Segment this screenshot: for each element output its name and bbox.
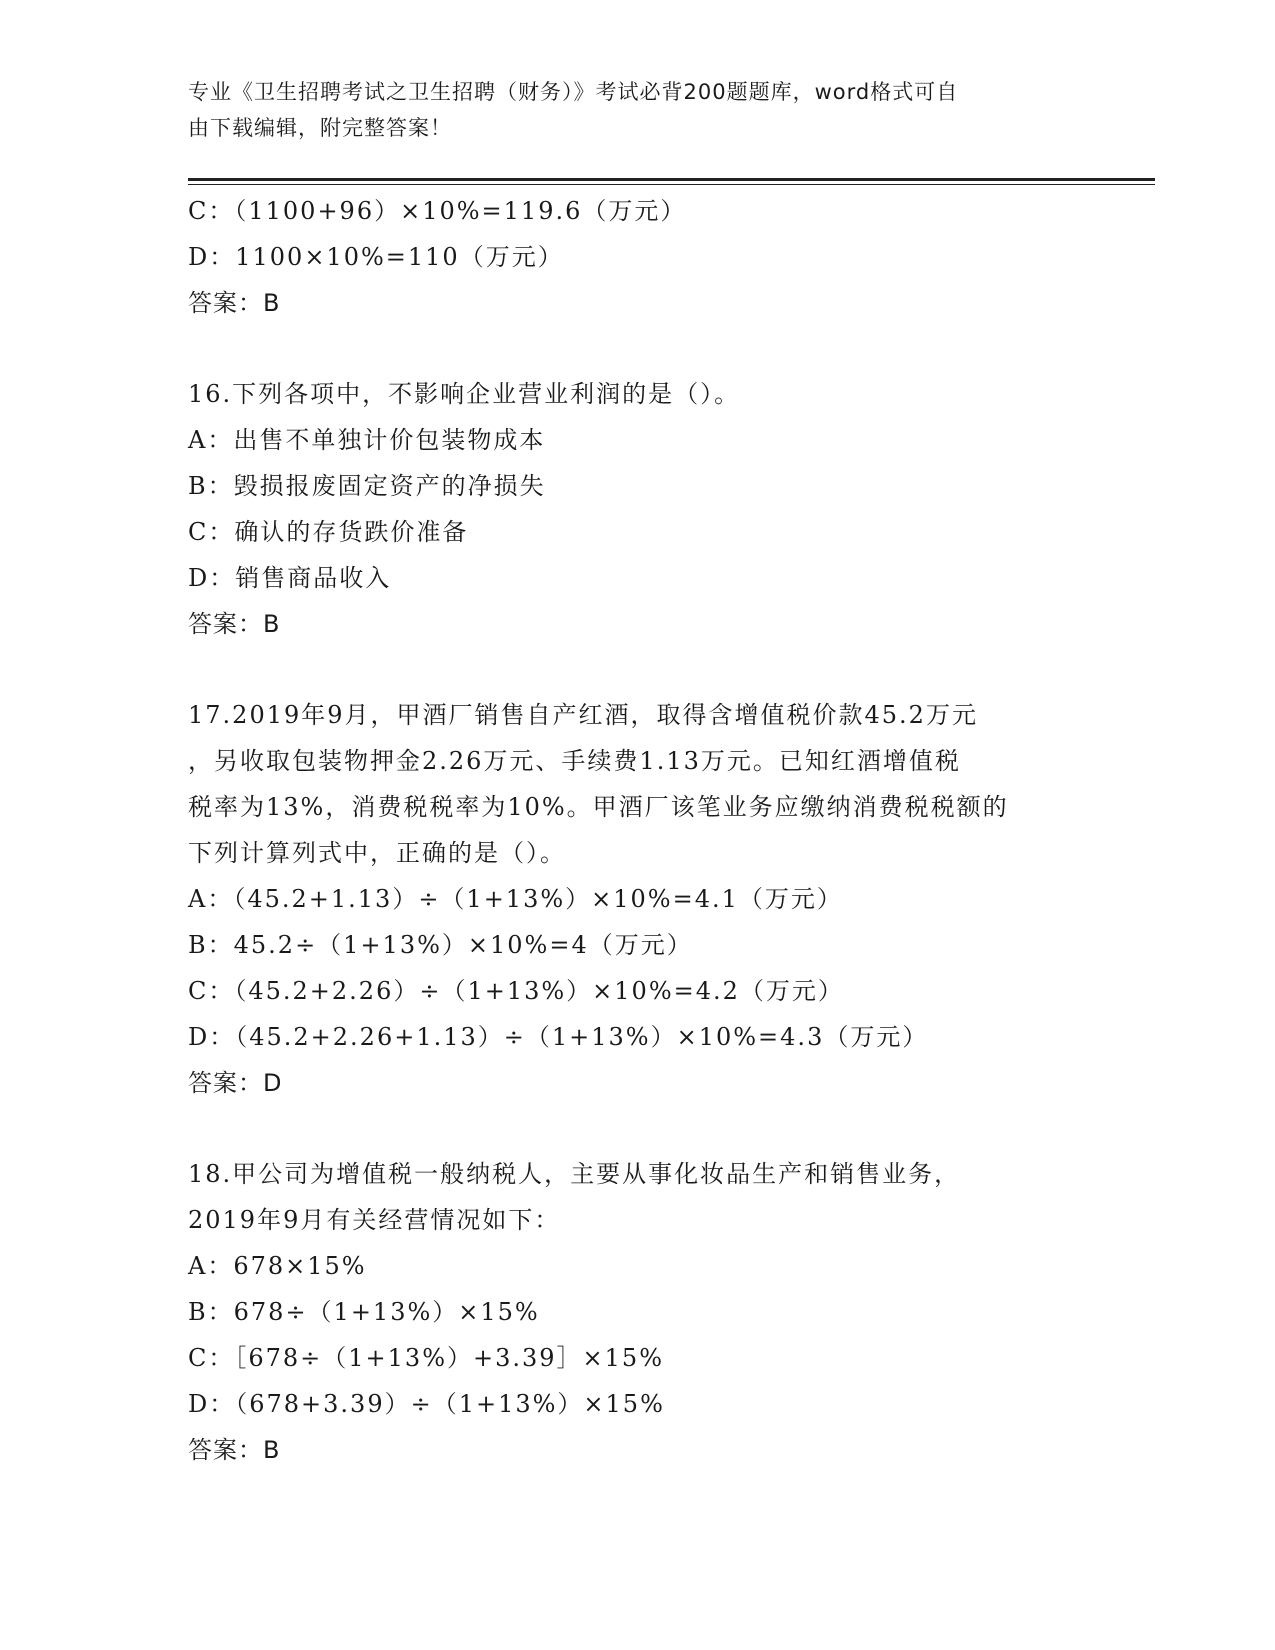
option-a: A：（45.2+1.13）÷（1+13%）×10%=4.1（万元） (188, 885, 843, 913)
option-c: C：［678÷（1+13%）+3.39］×15% (188, 1344, 665, 1372)
question-stem-line: 下列计算列式中，正确的是（）。 (188, 839, 566, 867)
header-line-2: 由下载编辑，附完整答案！ (188, 116, 452, 140)
document-header (188, 74, 1068, 146)
option-a: A：678×15% (188, 1252, 367, 1280)
question-18 (188, 1151, 1088, 1473)
option-b: B：毁损报废固定资产的净损失 (188, 472, 546, 500)
spacer (188, 1106, 1088, 1151)
question-16 (188, 371, 1088, 647)
answer-line: 答案：B (188, 610, 281, 638)
option-c: C：（45.2+2.26）÷（1+13%）×10%=4.2（万元） (188, 977, 844, 1005)
question-stem: 16.下列各项中，不影响企业营业利润的是（）。 (188, 380, 741, 408)
option-c: C：确认的存货跌价准备 (188, 518, 469, 546)
option-d: D：（45.2+2.26+1.13）÷（1+13%）×10%=4.3（万元） (188, 1023, 929, 1051)
header-divider-thick (188, 178, 1155, 181)
option-b: B：678÷（1+13%）×15% (188, 1298, 540, 1326)
answer-line: 答案：B (188, 1436, 281, 1464)
question-stem-line: 17.2019年9月，甲酒厂销售自产红酒，取得含增值税价款45.2万元 (188, 701, 978, 729)
spacer (188, 326, 1088, 371)
option-a: A：出售不单独计价包装物成本 (188, 426, 546, 454)
option-d: D：1100×10%=110（万元） (188, 243, 564, 271)
question-stem-line: 18.甲公司为增值税一般纳税人，主要从事化妆品生产和销售业务， (188, 1160, 961, 1188)
option-d: D：（678+3.39）÷（1+13%）×15% (188, 1390, 665, 1418)
header-divider-thin (188, 184, 1155, 185)
question-17 (188, 692, 1088, 1106)
question-stem-line: 2019年9月有关经营情况如下： (188, 1206, 561, 1234)
header-line-1: 专业《卫生招聘考试之卫生招聘（财务）》考试必背200题题库，word格式可自 (188, 80, 959, 104)
option-d: D：销售商品收入 (188, 564, 392, 592)
answer-line: 答案：B (188, 289, 281, 317)
question-stem-line: ，另收取包装物押金2.26万元、手续费1.13万元。已知红酒增值税 (188, 747, 961, 775)
question-stem-line: 税率为13%，消费税税率为10%。甲酒厂该笔业务应缴纳消费税税额的 (188, 793, 1009, 821)
option-b: B：45.2÷（1+13%）×10%=4（万元） (188, 931, 693, 959)
spacer (188, 647, 1088, 692)
option-c: C：（1100+96）×10%=119.6（万元） (188, 197, 687, 225)
question-15-tail (188, 188, 1088, 326)
question-list (188, 188, 1088, 1473)
answer-line: 答案：D (188, 1069, 283, 1097)
